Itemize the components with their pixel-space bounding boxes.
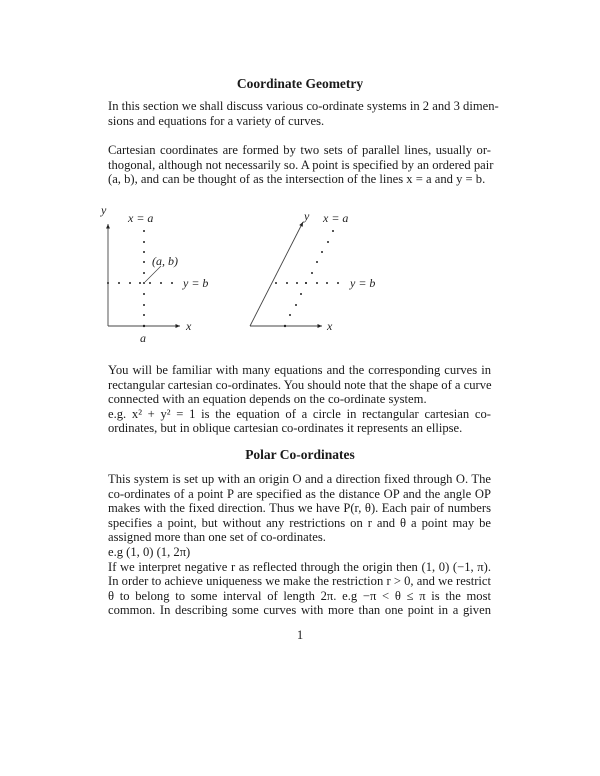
vertical-dotted-line-x-eq-a xyxy=(143,230,145,327)
oblique-horizontal-dotted-line-y-eq-b xyxy=(275,282,339,284)
oblique-hline-label: y = b xyxy=(350,276,376,290)
text-line: Cartesian coordinates are formed by two sets of parallel lines, usually or- xyxy=(108,143,491,157)
text-line: ordinates, but in oblique cartesian co-ordinates it represents an ellipse. xyxy=(108,421,463,436)
text-line: makes with the fixed direction. Thus we have P(r, θ). Each pair of numbers xyxy=(108,501,491,516)
rectangular-axes-diagram xyxy=(100,203,208,345)
point-label: (a, b) xyxy=(152,254,178,268)
curves-paragraph xyxy=(108,363,491,436)
horizontal-dotted-line-y-eq-b xyxy=(107,282,173,284)
point-pointer-line xyxy=(145,266,161,282)
text-line: co-ordinates of a point P are specified as the distance OP and the angle OP xyxy=(108,486,491,501)
oblique-y-axis-label: y xyxy=(304,209,310,223)
section-title-coordinate-geometry: Coordinate Geometry xyxy=(236,76,364,91)
text-line: e.g (1, 0) (1, 2π) xyxy=(108,544,191,559)
cartesian-axes-figure xyxy=(0,0,600,360)
text-line: This system is set up with an origin O and a direction fixed through O. The xyxy=(108,472,491,486)
text-line: rectangular cartesian co-ordinates. You should note that the shape of a curve xyxy=(108,377,492,392)
x-axis-label: x xyxy=(186,319,192,333)
y-axis-label: y xyxy=(101,203,107,217)
text-line: In this section we shall discuss various co-ordinate systems in 2 and 3 dimen- xyxy=(108,99,499,113)
text-line: e.g. x² + y² = 1 is the equation of a circle in rectangular cartesian co- xyxy=(108,406,491,421)
text-line: (a, b), and can be thought of as the intersection of the lines x = a and y = b. xyxy=(108,172,486,187)
oblique-y-axis xyxy=(250,222,303,326)
text-line: thogonal, although not necessarily so. A point is specified by an ordered pair xyxy=(108,157,494,172)
page-number: 1 xyxy=(296,628,304,642)
text-line: sions and equations for a variety of curves. xyxy=(108,113,325,128)
vline-label: x = a xyxy=(128,211,154,225)
polar-paragraph xyxy=(108,472,491,618)
text-line: You will be familiar with many equations and the corresponding curves in xyxy=(108,363,491,377)
tick-label-a: a xyxy=(140,331,146,345)
text-line: If we interpret negative r as reflected through the origin then (1, 0) (−1, π). xyxy=(108,559,491,574)
hline-label: y = b xyxy=(183,276,209,290)
text-line: assigned more than one set of co-ordinates. xyxy=(108,530,326,545)
section-title-polar-coordinates: Polar Co-ordinates xyxy=(245,447,355,462)
oblique-axes-diagram xyxy=(250,209,375,333)
text-line: In order to achieve uniqueness we make the restriction r > 0, and we restrict xyxy=(108,574,491,589)
oblique-x-axis-label: x xyxy=(327,319,333,333)
text-line: connected with an equation depends on the co-ordinate system. xyxy=(108,392,427,407)
text-line: specifies a point, but without any restrictions on r and θ a point may be xyxy=(108,515,491,530)
oblique-vline-label: x = a xyxy=(323,211,349,225)
text-line: θ to belong to some interval of length 2π. e.g −π < θ ≤ π is the most xyxy=(108,588,491,603)
text-line: common. In describing some curves with more than one point in a given xyxy=(108,603,491,618)
